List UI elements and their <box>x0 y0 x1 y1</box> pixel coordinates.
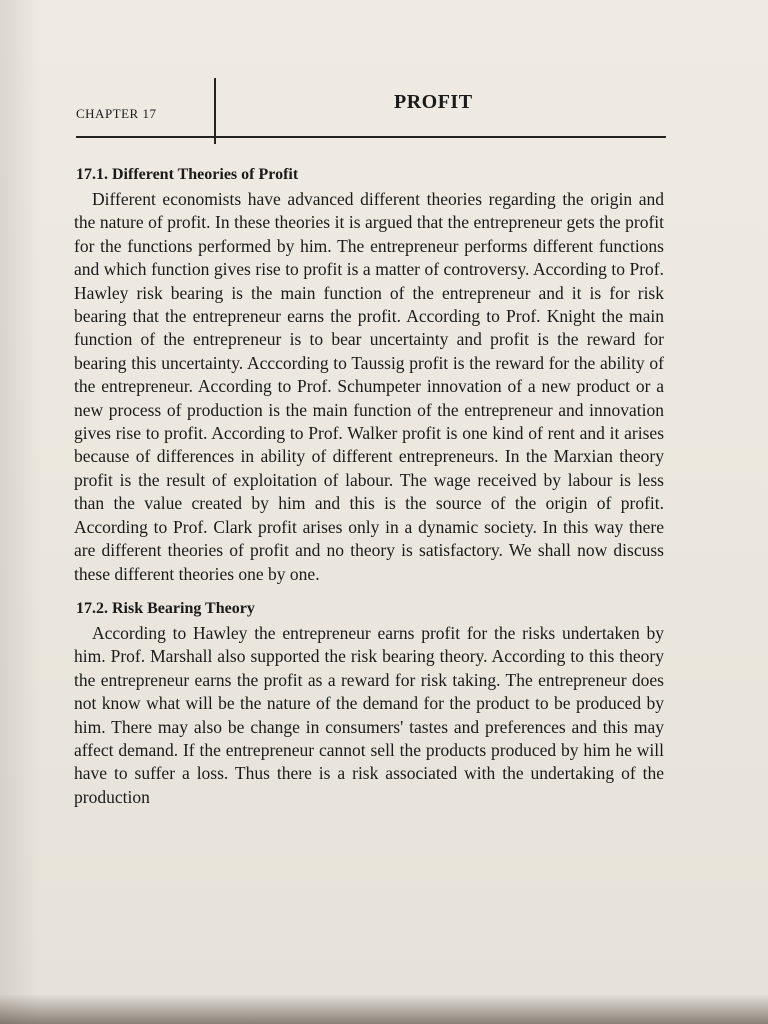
section-different-theories <box>74 166 664 586</box>
section-risk-bearing-theory <box>74 600 664 809</box>
section-paragraph: Different economists have advanced different theories regarding the origin and the nature of profit. In these theories it is argued that the entrepreneur gets the profit for the functions performed by him. The entrepreneur performs different functions and which function gives rise to profit is a matter of controversy. According to Prof. Hawley risk bearing is the main function of the entrepreneur and it is for risk bearing that the entrepreneur earns the profit. According to Prof. Knight the main function of the entrepreneur is to bear uncertainty and profit is the reward for bearing this uncertainty. Acccording to Taussig profit is the reward for the ability of the entrepreneur. According to Prof. Schumpeter innovation of a new product or a new process of production is the main function of the entrepreneur and innovation gives rise to profit. According to Prof. Walker profit is one kind of rent and it arises because of differences in ability of different entrepreneurs. In the Marxian theory profit is the result of exploitation of labour. The wage received by labour is less than the value created by him and this is the source of the origin of profit. According to Prof. Clark profit arises only in a dynamic society. In this way there are different theories of profit and no theory is satisfactory. We shall now discuss these different theories one by one. <box>74 189 664 584</box>
chapter-title: PROFIT <box>394 91 473 113</box>
header-rule <box>76 136 666 138</box>
bottom-edge-shadow <box>0 994 768 1024</box>
chapter-label: CHAPTER 17 <box>76 106 157 121</box>
section-paragraph: According to Hawley the entrepreneur earns profit for the risks undertaken by him. Prof. Marshall also supported the risk bearing theory. According to this theory the entrepreneur earns the profit as a reward for risk taking. The entrepreneur does not know what will be the nature of the demand for the product to be produced by him. There may also be change in consumers' tastes and preferences and this may affect demand. If the entrepreneur cannot sell the products produced by him he will have to suffer a loss. Thus there is a risk associated with the undertaking of the production <box>74 622 664 807</box>
page-gutter-shadow <box>0 0 40 1024</box>
page-content <box>74 166 664 809</box>
section-heading: 17.2. Risk Bearing Theory <box>76 599 255 617</box>
header-divider <box>214 78 216 144</box>
section-heading: 17.1. Different Theories of Profit <box>76 166 299 183</box>
chapter-header <box>76 78 666 146</box>
